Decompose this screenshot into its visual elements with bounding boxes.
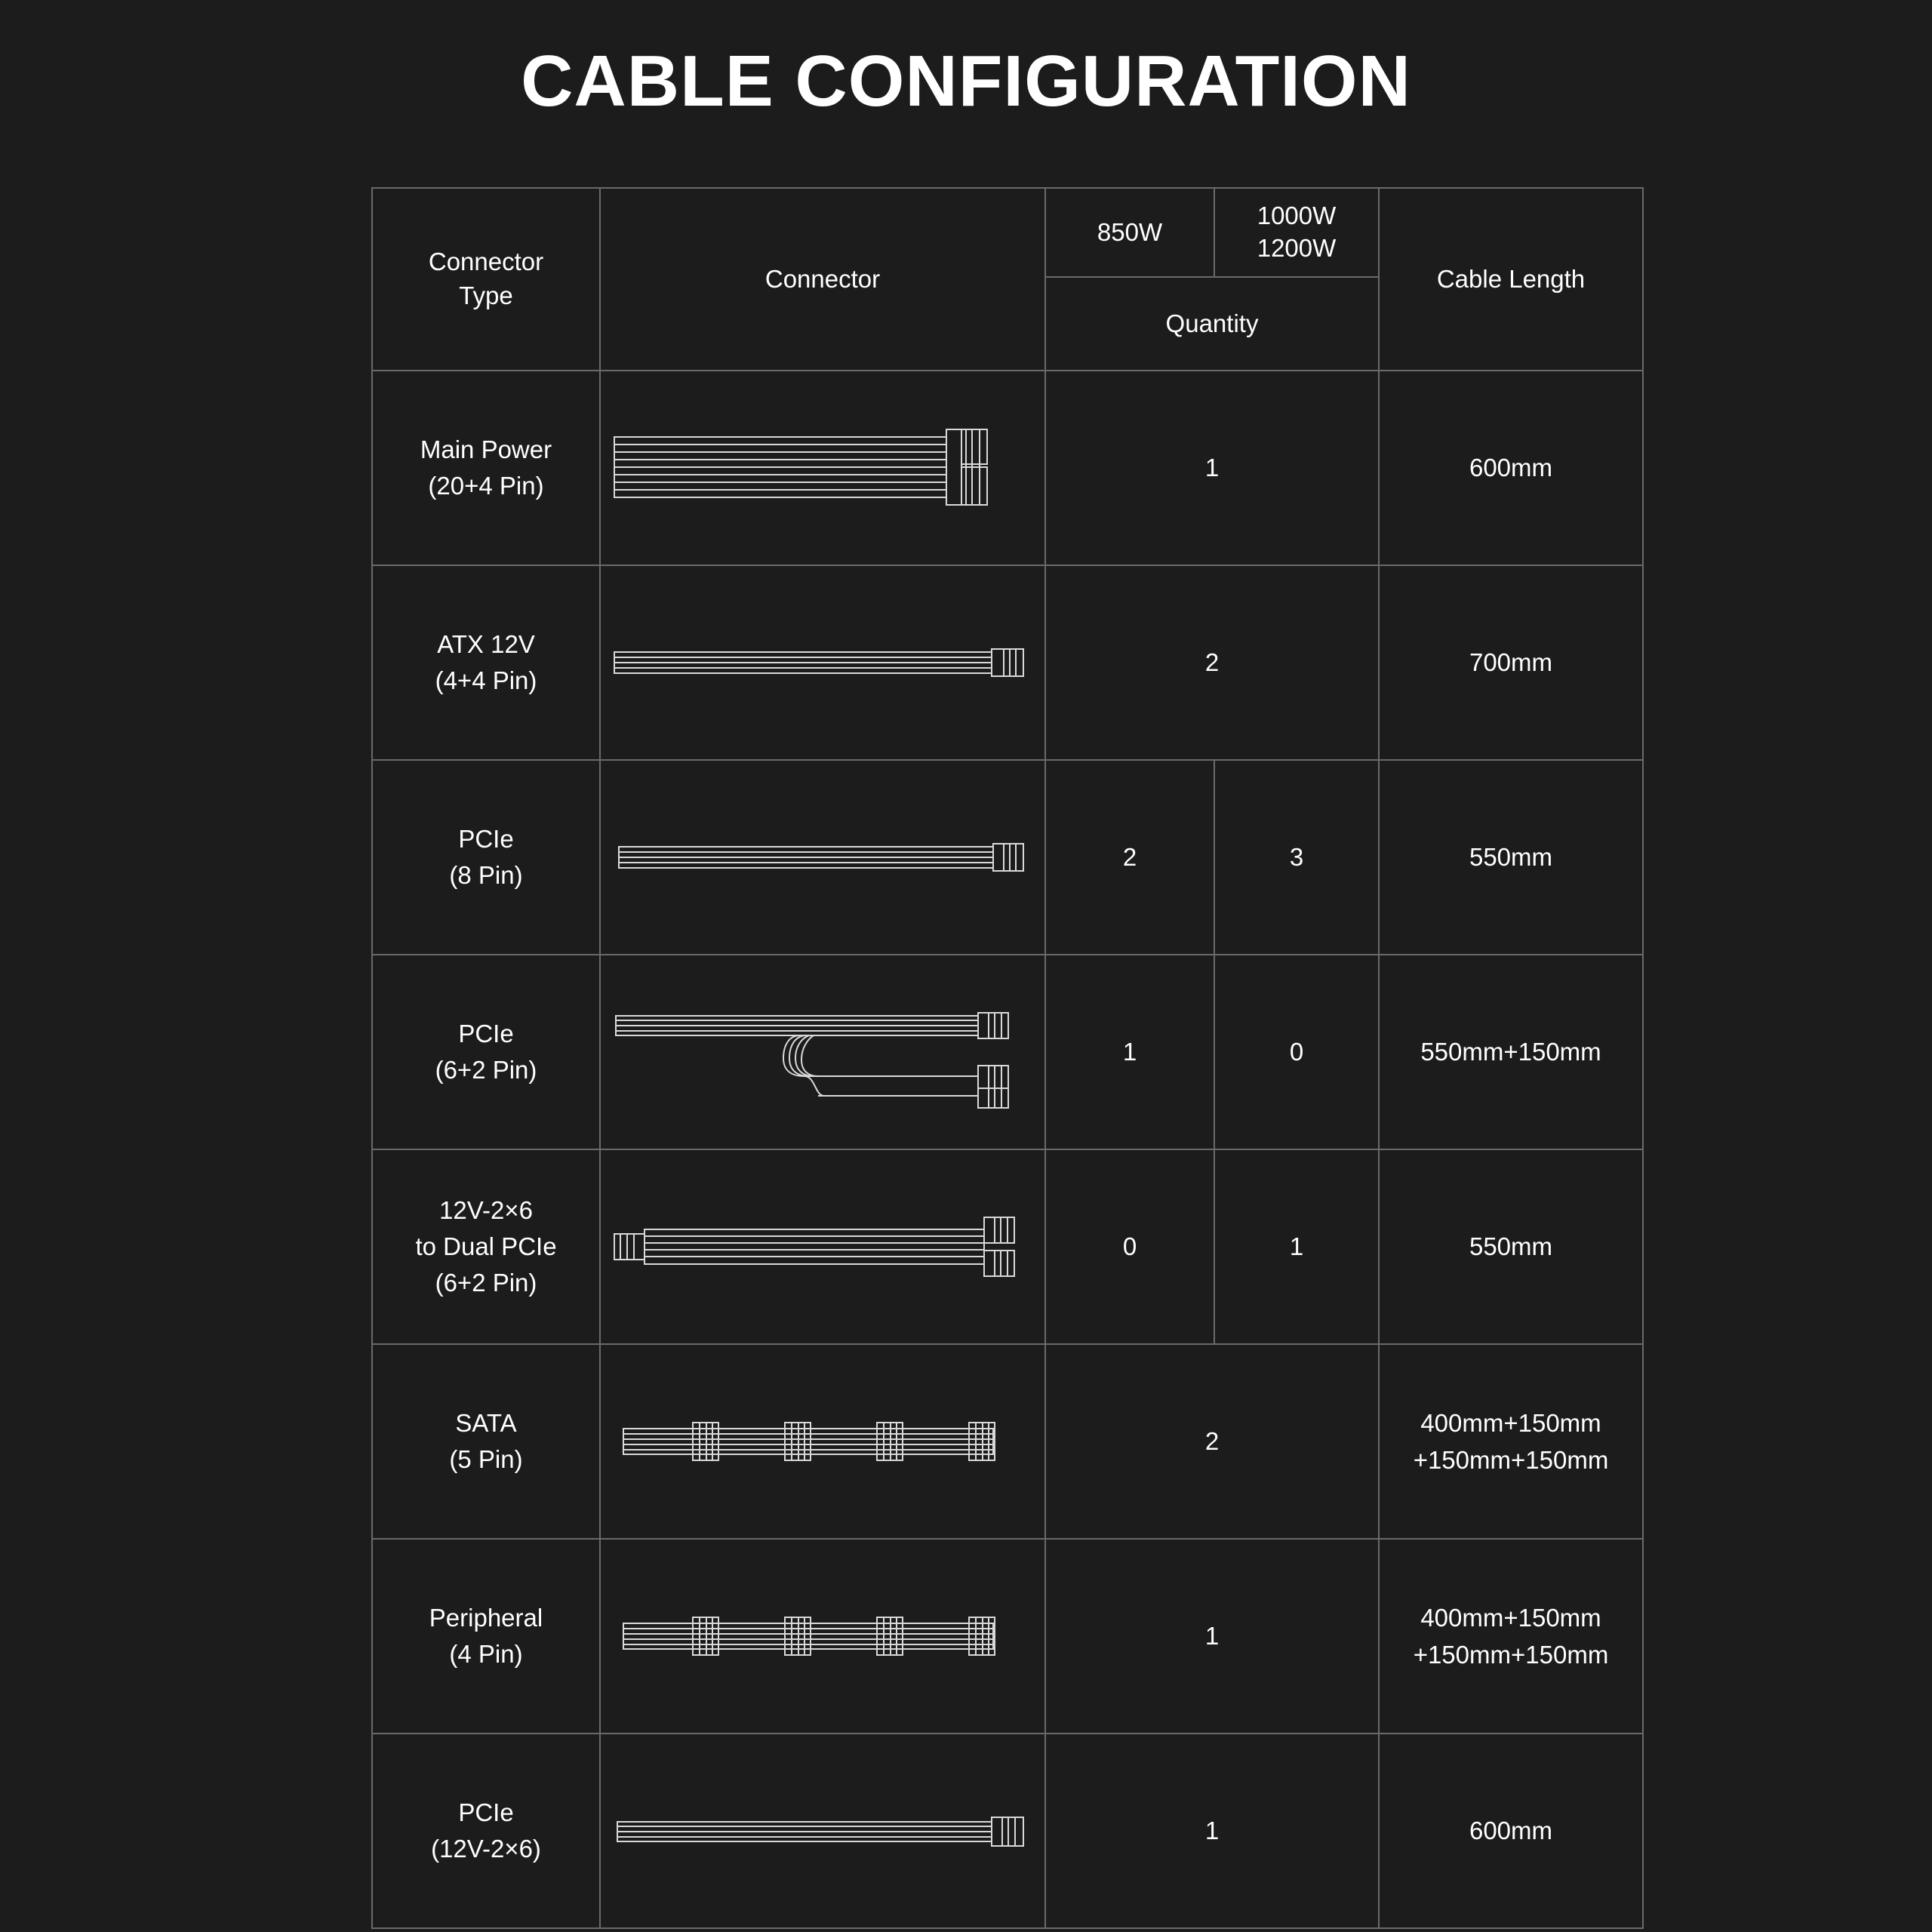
- connector-type-line1: ATX 12V: [437, 630, 535, 659]
- table-row: [372, 371, 1643, 565]
- header-quantity: Quantity: [1045, 277, 1379, 371]
- cell-quantity-850: 1: [1045, 955, 1214, 1149]
- cell-connector-image: [600, 955, 1045, 1149]
- cell-quantity: 1: [1045, 371, 1379, 565]
- cell-connector-image: [600, 1149, 1045, 1344]
- cell-connector-image: [600, 760, 1045, 955]
- header-wattage-1000-1200: [1214, 188, 1379, 277]
- table-row: [372, 1734, 1643, 1928]
- cell-cable-length: 550mm: [1379, 760, 1643, 955]
- header-connector-type-line2: Type: [459, 281, 513, 309]
- cell-cable-length: [1379, 1539, 1643, 1734]
- cell-connector-image: [600, 1344, 1045, 1539]
- connector-type-line2: (20+4 Pin): [428, 472, 544, 500]
- cable-length-line1: 400mm+150mm: [1420, 1603, 1601, 1632]
- cell-cable-length: 600mm: [1379, 371, 1643, 565]
- cell-quantity-1000: 1: [1214, 1149, 1379, 1344]
- table-row: [372, 565, 1643, 760]
- connector-type-line1: PCIe: [458, 1020, 514, 1048]
- cable-configuration-table-wrap: [371, 187, 1642, 1929]
- cell-connector-type: [372, 565, 600, 760]
- connector-type-line2: (6+2 Pin): [435, 1056, 537, 1084]
- cell-connector-type: [372, 955, 600, 1149]
- connector-type-line2: (4 Pin): [449, 1640, 523, 1668]
- cable-length-line2: +150mm+150mm: [1413, 1641, 1609, 1669]
- cell-connector-image: [600, 1734, 1045, 1928]
- header-cable-length: Cable Length: [1379, 188, 1643, 371]
- cell-cable-length: 700mm: [1379, 565, 1643, 760]
- 12v-2x6-to-dual-pcie-cable-icon: [601, 1198, 1044, 1296]
- cell-quantity-1000: 3: [1214, 760, 1379, 955]
- main-power-cable-icon: [601, 419, 1044, 517]
- table-row: [372, 760, 1643, 955]
- cable-configuration-table: [371, 187, 1644, 1929]
- cell-quantity-850: 0: [1045, 1149, 1214, 1344]
- table-row: [372, 955, 1643, 1149]
- cell-cable-length: 550mm: [1379, 1149, 1643, 1344]
- sata-cable-icon: [601, 1400, 1044, 1483]
- header-connector: Connector: [600, 188, 1045, 371]
- cell-cable-length: 550mm+150mm: [1379, 955, 1643, 1149]
- cell-cable-length: 600mm: [1379, 1734, 1643, 1928]
- cable-length-line2: +150mm+150mm: [1413, 1446, 1609, 1474]
- cell-cable-length: [1379, 1344, 1643, 1539]
- cell-connector-type: [372, 1734, 600, 1928]
- cell-quantity: 1: [1045, 1734, 1379, 1928]
- table-row: [372, 1149, 1643, 1344]
- connector-type-line1: PCIe: [458, 1798, 514, 1827]
- pcie-12v-2x6-cable-icon: [601, 1801, 1044, 1861]
- page-title: CABLE CONFIGURATION: [521, 41, 1411, 122]
- cell-connector-type: [372, 371, 600, 565]
- cell-quantity-850: 2: [1045, 760, 1214, 955]
- header-wattage-1200: 1200W: [1257, 234, 1337, 263]
- cell-connector-image: [600, 1539, 1045, 1734]
- connector-type-line1: 12V-2×6: [439, 1196, 533, 1225]
- connector-type-line2: (8 Pin): [449, 861, 523, 889]
- connector-type-line1: PCIe: [458, 825, 514, 854]
- table-header: [372, 188, 1643, 371]
- connector-type-line2: to Dual PCIe: [415, 1232, 557, 1261]
- cell-connector-type: [372, 1539, 600, 1734]
- table-header-row-1: [372, 188, 1643, 277]
- cell-connector-type: [372, 1149, 600, 1344]
- cell-connector-type: [372, 760, 600, 955]
- connector-type-line2: (5 Pin): [449, 1445, 523, 1473]
- connector-type-line2: (4+4 Pin): [435, 666, 537, 694]
- connector-type-line1: SATA: [455, 1409, 517, 1438]
- peripheral-cable-icon: [601, 1595, 1044, 1678]
- cell-quantity: 2: [1045, 1344, 1379, 1539]
- connector-type-line1: Peripheral: [429, 1604, 543, 1632]
- connector-type-line3: (6+2 Pin): [435, 1268, 537, 1297]
- header-connector-type: [372, 188, 600, 371]
- cell-connector-image: [600, 371, 1045, 565]
- cell-connector-image: [600, 565, 1045, 760]
- cell-quantity: 2: [1045, 565, 1379, 760]
- pcie-6plus2-dual-cable-icon: [601, 992, 1044, 1112]
- atx-12v-cable-icon: [601, 632, 1044, 693]
- cell-connector-type: [372, 1344, 600, 1539]
- table-body: [372, 371, 1643, 1928]
- table-row: [372, 1344, 1643, 1539]
- cell-quantity-1000: 0: [1214, 955, 1379, 1149]
- pcie-8pin-cable-icon: [601, 827, 1044, 888]
- header-connector-type-line1: Connector: [428, 248, 544, 276]
- header-wattage-1000: 1000W: [1257, 202, 1337, 230]
- connector-type-line1: Main Power: [420, 435, 552, 464]
- cable-length-line1: 400mm+150mm: [1420, 1408, 1601, 1437]
- table-row: [372, 1539, 1643, 1734]
- cell-quantity: 1: [1045, 1539, 1379, 1734]
- connector-type-line2: (12V-2×6): [431, 1835, 541, 1863]
- header-wattage-850: 850W: [1045, 188, 1214, 277]
